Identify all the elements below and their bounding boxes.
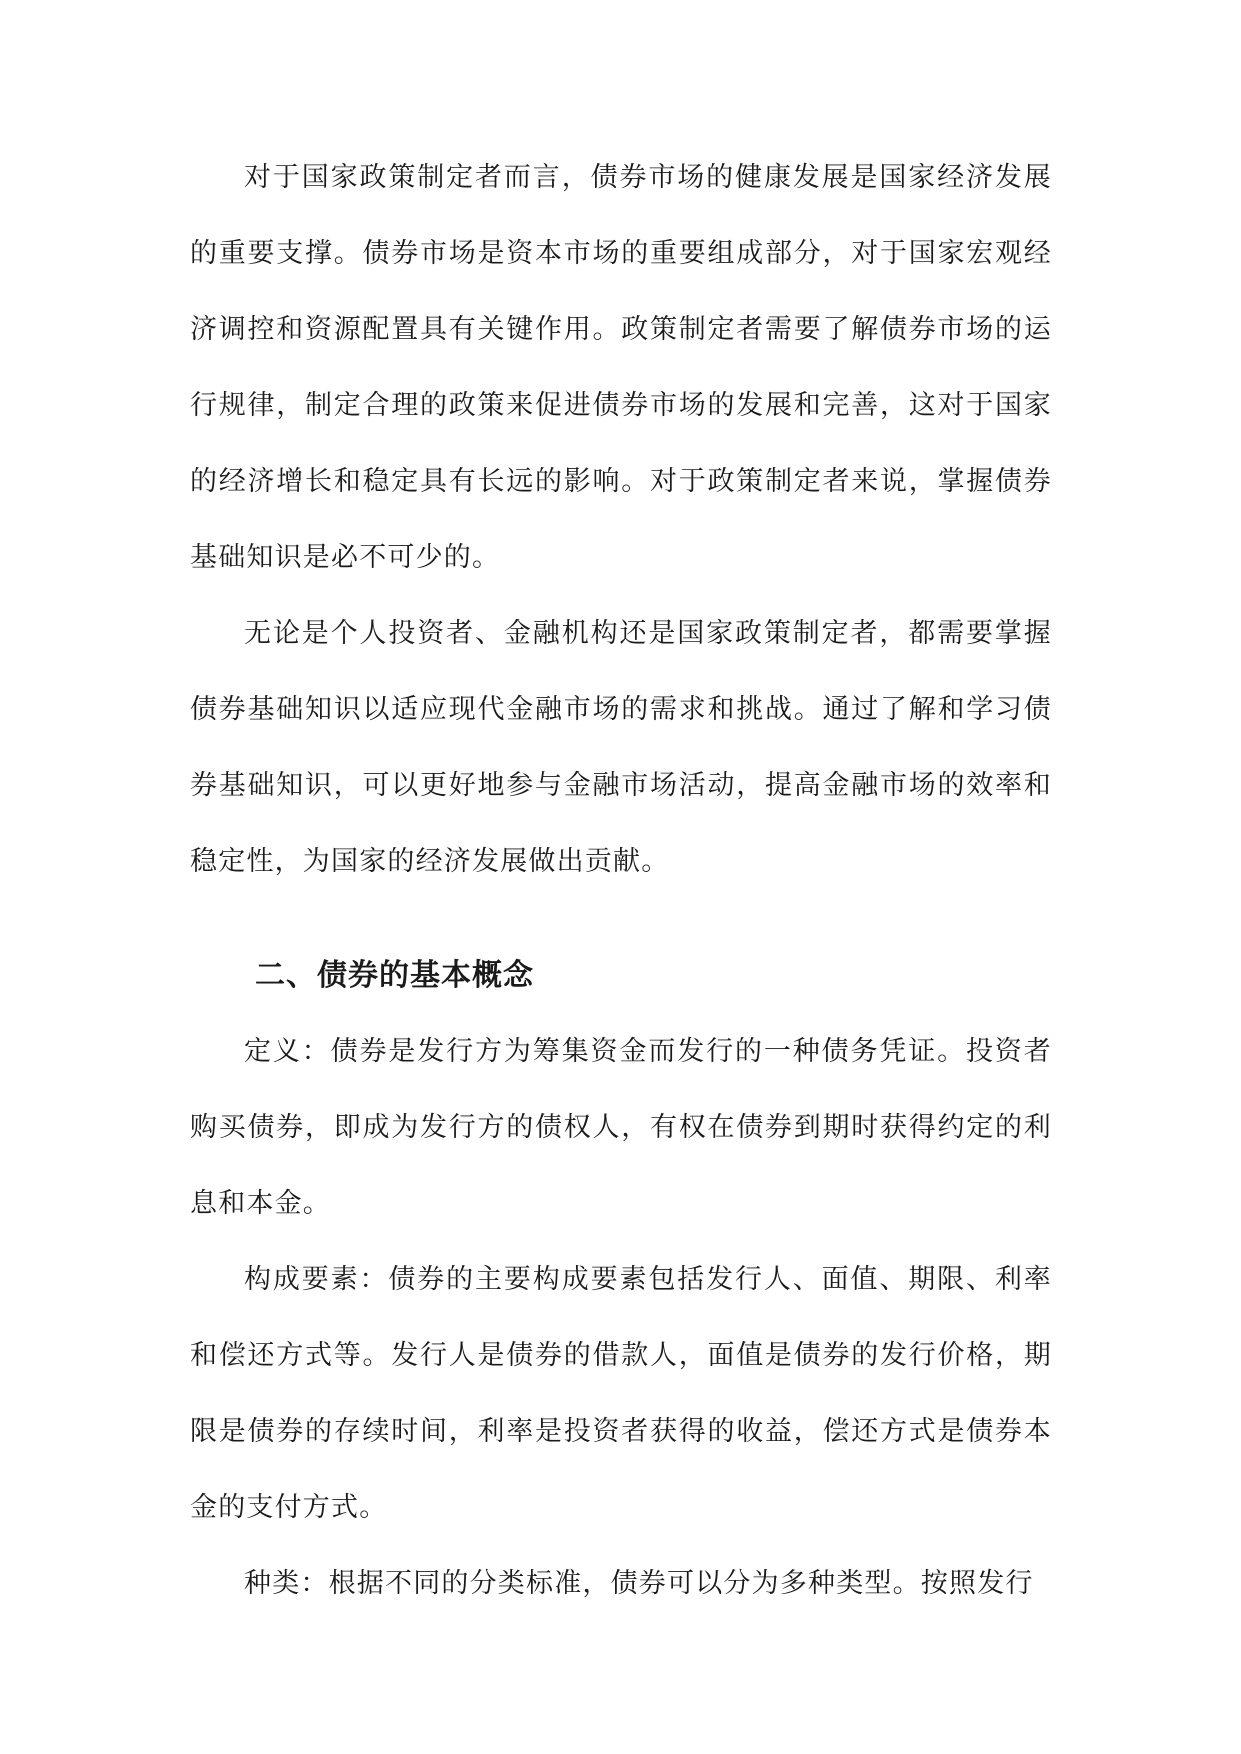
section-gap [190, 900, 1052, 938]
paragraph-definition: 定义：债券是发行方为筹集资金而发行的一种债务凭证。投资者购买债券，即成为发行方的债权人，有权在债券到期时获得约定的利息和本金。 [190, 1036, 1052, 1219]
paragraph-summary: 无论是个人投资者、金融机构还是国家政策制定者，都需要掌握债券基础知识以适应现代金融市场的需求和挑战。通过了解和学习债券基础知识，可以更好地参与金融市场活动，提高金融市场的效率和稳定性，为国家的经济发展做出贡献。 [190, 618, 1052, 877]
section-heading: 二、债券的基本概念 [255, 958, 534, 993]
paragraph-types: 种类：根据不同的分类标准，债券可以分为多种类型。按照发行 [244, 1568, 1034, 1599]
paragraph-elements: 构成要素：债券的主要构成要素包括发行人、面值、期限、利率和偿还方式等。发行人是债券的借款人，面值是债券的发行价格，期限是债券的存续时间，利率是投资者获得的收益，偿还方式是债券本金的支付方式。 [190, 1264, 1052, 1523]
document-body [190, 140, 1052, 1622]
paragraph-policy-makers: 对于国家政策制定者而言，债券市场的健康发展是国家经济发展的重要支撑。债券市场是资本市场的重要组成部分，对于国家宏观经济调控和资源配置具有关键作用。政策制定者需要了解债券市场的运行规律，制定合理的政策来促进债券市场的发展和完善，这对于国家的经济增长和稳定具有长远的影响。对于政策制定者来说，掌握债券基础知识是必不可少的。 [190, 162, 1052, 573]
